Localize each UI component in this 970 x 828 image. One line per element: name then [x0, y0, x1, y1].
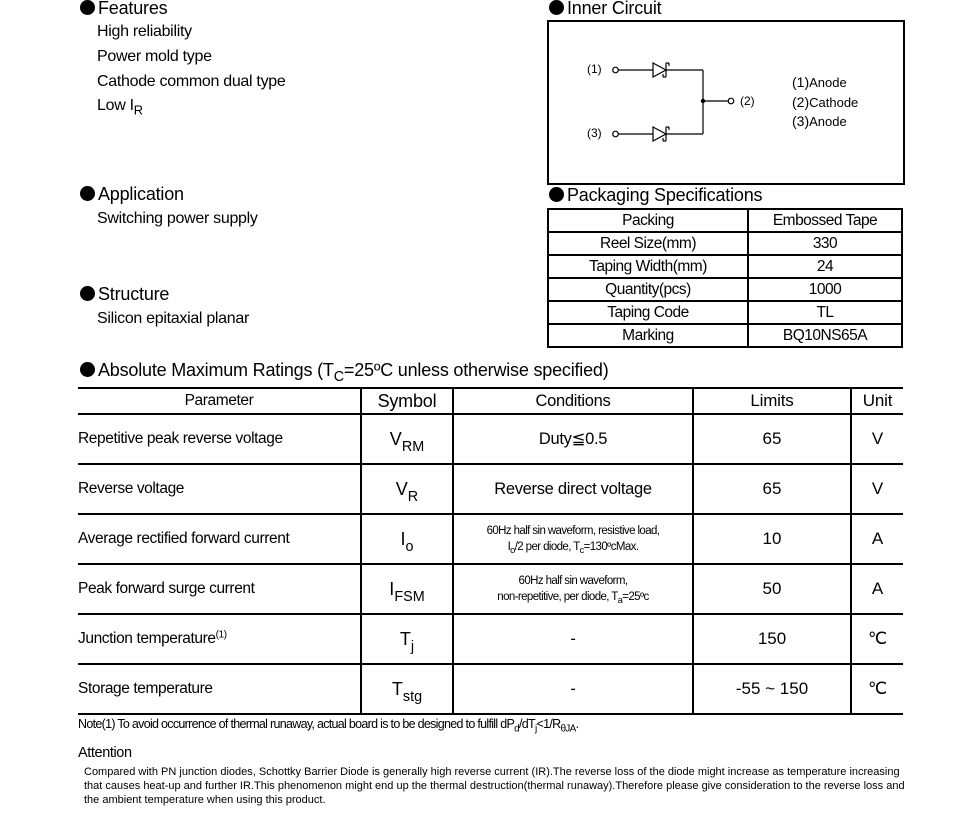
- bullet-icon: [80, 286, 95, 301]
- table-row: [78, 614, 903, 664]
- symbol-main: V: [389, 428, 402, 449]
- cond-text: =130ºcMax.: [583, 541, 639, 553]
- inner-circuit-heading: [549, 0, 661, 19]
- symbol-sub: stg: [402, 688, 423, 705]
- table-header-row: [78, 388, 903, 414]
- features-heading: [80, 0, 167, 19]
- note-sub: j: [534, 723, 537, 735]
- conditions-line: [454, 539, 692, 555]
- inner-circuit-title: Inner Circuit: [567, 0, 662, 18]
- header-parameter: Parameter: [78, 388, 361, 414]
- table-row: [78, 664, 903, 714]
- table-row: [78, 514, 903, 564]
- feature-item: Power mold type: [97, 48, 212, 65]
- note-text: /dT: [518, 717, 535, 731]
- absolute-max-ratings-table: [78, 387, 903, 715]
- pin-legend: [792, 73, 858, 132]
- param-cell: Reverse voltage: [78, 464, 361, 514]
- feature-item: High reliability: [97, 23, 192, 40]
- table-row: [78, 464, 903, 514]
- header-limits: Limits: [693, 388, 851, 414]
- bullet-icon: [80, 0, 95, 15]
- terminal-1-label: (1): [587, 62, 602, 76]
- pin-name: Anode: [809, 114, 847, 129]
- conditions-line: 60Hz half sin waveform,: [518, 575, 628, 587]
- pack-label: Quantity(pcs): [548, 278, 748, 301]
- header-symbol: Symbol: [361, 388, 453, 414]
- ratings-title: Absolute Maximum Ratings (T: [98, 360, 334, 380]
- application-title: Application: [98, 184, 184, 204]
- unit-cell: ℃: [851, 614, 903, 664]
- bullet-icon: [80, 362, 95, 377]
- param-cell: Peak forward surge current: [78, 564, 361, 614]
- note-sub: d: [514, 723, 519, 735]
- limits-cell: 65: [693, 414, 851, 464]
- conditions-line: 60Hz half sin waveform, resistive load,: [486, 525, 660, 537]
- packaging-title: Packaging Specifications: [567, 185, 763, 205]
- conditions-cell: -: [453, 664, 693, 714]
- unit-cell: A: [851, 564, 903, 614]
- junction-dot-icon: [701, 99, 705, 103]
- low-ir-sub: R: [133, 102, 143, 118]
- pack-value: 1000: [748, 278, 902, 301]
- symbol-cell: [361, 564, 453, 614]
- pack-value: BQ10NS65A: [748, 324, 902, 347]
- note-text: .: [575, 717, 579, 731]
- unit-cell: ℃: [851, 664, 903, 714]
- terminal-2-label: (2): [740, 94, 755, 108]
- param-cell: Average rectified forward current: [78, 514, 361, 564]
- symbol-main: T: [391, 678, 403, 699]
- table-row: [548, 209, 902, 232]
- pack-value: Embossed Tape: [748, 209, 902, 232]
- terminal-3-label: (3): [587, 126, 602, 140]
- limits-cell: 10: [693, 514, 851, 564]
- feature-item: Cathode common dual type: [97, 73, 286, 90]
- features-title: Features: [98, 0, 168, 18]
- pin-name: Anode: [809, 75, 847, 90]
- cond-sub: a: [617, 595, 623, 606]
- pack-label: Reel Size(mm): [548, 232, 748, 255]
- table-row: [548, 278, 902, 301]
- limits-cell: 150: [693, 614, 851, 664]
- symbol-main: V: [395, 478, 408, 499]
- application-item: Switching power supply: [97, 210, 258, 227]
- unit-cell: A: [851, 514, 903, 564]
- application-heading: [80, 184, 184, 205]
- terminal-3-icon: [613, 131, 619, 137]
- conditions-cell: [453, 514, 693, 564]
- pin-number: (1): [792, 74, 810, 90]
- pack-label: Packing: [548, 209, 748, 232]
- symbol-cell: [361, 414, 453, 464]
- bullet-icon: [549, 0, 564, 15]
- note-text: Note(1) To avoid occurrence of thermal runaway, actual board is to be designed to fulfill dP: [78, 717, 515, 731]
- symbol-cell: [361, 664, 453, 714]
- param-cell: [78, 614, 361, 664]
- bullet-icon: [549, 187, 564, 202]
- terminal-1-icon: [613, 67, 619, 73]
- symbol-sub: FSM: [394, 588, 425, 605]
- unit-cell: V: [851, 464, 903, 514]
- footnote-ref: (1): [215, 629, 227, 641]
- pin-name: Cathode: [809, 94, 859, 110]
- cond-text: I: [507, 541, 511, 553]
- pack-label: Taping Width(mm): [548, 255, 748, 278]
- symbol-sub: RM: [401, 438, 425, 455]
- cond-text: /2 per diode, T: [514, 541, 580, 553]
- footnote: [78, 717, 579, 735]
- header-conditions: Conditions: [453, 388, 693, 414]
- pin-number: (2): [792, 93, 810, 110]
- attention-text: Compared with PN junction diodes, Schottky Barrier Diode is generally high reverse current (IR).The reverse loss of the diode might increase as temperature increasing that causes heat-up and further IR.This phenomenon might end up the thermal destruction(thermal runaway).Therefore please give consideration to the reverse loss and the ambient temperature when using this product.: [84, 766, 905, 806]
- limits-cell: 65: [693, 464, 851, 514]
- structure-heading: [80, 284, 169, 305]
- table-row: [548, 232, 902, 255]
- low-ir-text: Low I: [97, 97, 134, 114]
- header-unit: Unit: [851, 388, 903, 414]
- schottky-diode-icon: [653, 63, 666, 77]
- pack-label: Marking: [548, 324, 748, 347]
- packaging-heading: [549, 185, 762, 206]
- schottky-diode-icon: [653, 127, 666, 141]
- pack-value: 330: [748, 232, 902, 255]
- cond-text: =25ºc: [622, 591, 649, 603]
- limits-cell: 50: [693, 564, 851, 614]
- terminal-2-icon: [728, 98, 734, 104]
- table-row: [548, 301, 902, 324]
- table-row: [78, 414, 903, 464]
- conditions-cell: Reverse direct voltage: [453, 464, 693, 514]
- cond-sub: c: [579, 545, 584, 556]
- ratings-title-suffix: =25ºC unless otherwise specified): [343, 360, 609, 380]
- symbol-cell: [361, 464, 453, 514]
- table-row: [548, 324, 902, 347]
- symbol-cell: [361, 514, 453, 564]
- pack-value: TL: [748, 301, 902, 324]
- pin-number: (3): [792, 113, 810, 129]
- ratings-title-sub: C: [333, 369, 344, 386]
- unit-cell: V: [851, 414, 903, 464]
- symbol-sub: R: [407, 488, 419, 505]
- pack-label: Taping Code: [548, 301, 748, 324]
- conditions-cell: Duty≦0.5: [453, 414, 693, 464]
- pin-legend-item: [792, 93, 858, 113]
- bullet-icon: [80, 186, 95, 201]
- pin-legend-item: [792, 112, 858, 132]
- structure-item: Silicon epitaxial planar: [97, 310, 250, 327]
- param-cell: Repetitive peak reverse voltage: [78, 414, 361, 464]
- symbol-main: T: [399, 628, 411, 649]
- conditions-cell: -: [453, 614, 693, 664]
- table-row: [78, 564, 903, 614]
- attention-title: Attention: [78, 745, 132, 761]
- packaging-table: [547, 208, 903, 348]
- cond-text: non-repetitive, per diode, T: [497, 591, 618, 603]
- note-text: <1/R: [536, 717, 561, 731]
- param-text: Junction temperature: [78, 630, 216, 647]
- conditions-cell: [453, 564, 693, 614]
- param-cell: Storage temperature: [78, 664, 361, 714]
- symbol-main: I: [389, 578, 395, 599]
- ratings-heading: [80, 360, 609, 386]
- note-sub: θJA: [560, 723, 576, 735]
- limits-cell: -55 ~ 150: [693, 664, 851, 714]
- cond-sub: o: [510, 545, 515, 556]
- symbol-main: I: [400, 528, 406, 549]
- symbol-sub: j: [410, 638, 415, 655]
- symbol-cell: [361, 614, 453, 664]
- conditions-line: [454, 589, 692, 605]
- table-row: [548, 255, 902, 278]
- structure-title: Structure: [98, 284, 170, 304]
- feature-item-low-ir: [97, 97, 143, 118]
- pin-legend-item: [792, 73, 858, 93]
- pack-value: 24: [748, 255, 902, 278]
- symbol-sub: o: [405, 538, 414, 555]
